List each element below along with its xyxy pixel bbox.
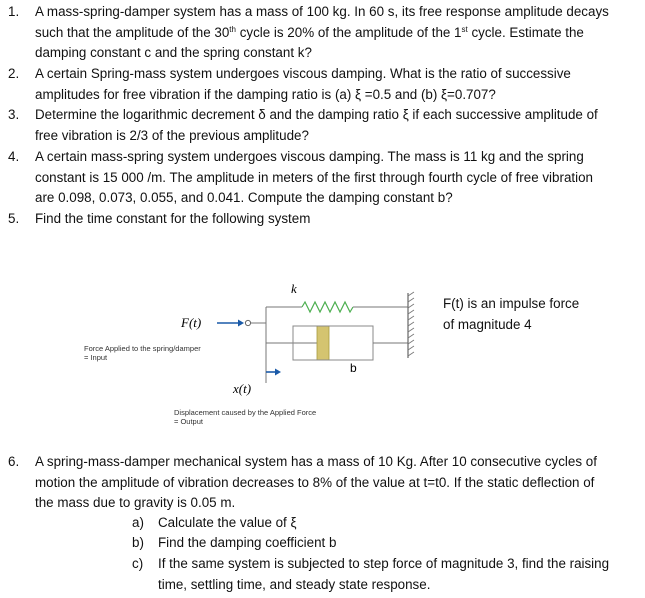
- question-3: [8, 105, 638, 147]
- damper-label: b: [350, 361, 357, 375]
- question-line: Find the time constant for the following system: [35, 211, 311, 226]
- question-number: 2.: [8, 66, 20, 81]
- question-1: [8, 2, 638, 66]
- question-line: amplitudes for free vibration if the damping ratio is (a) ξ =0.5 and (b) ξ=0.707?: [35, 86, 496, 102]
- question-6: [8, 452, 638, 516]
- question-number: 6.: [8, 454, 20, 469]
- question-text: [35, 452, 597, 514]
- question-number: 1.: [8, 4, 20, 19]
- question-number: 4.: [8, 149, 20, 164]
- question-line: constant is 15 000 /m. The amplitude in meters of the first through fourth cycle of free vibration: [35, 169, 593, 185]
- input-caption-line: Force Applied to the spring/damper: [84, 344, 201, 353]
- force-label: F(t): [181, 315, 202, 330]
- superscript: st: [461, 24, 468, 34]
- question-line: the mass due to gravity is 0.05 m.: [35, 495, 236, 511]
- text-run: cycle. Estimate the: [467, 24, 584, 40]
- superscript: th: [229, 24, 236, 34]
- subpart-label: c): [132, 556, 144, 571]
- question-line: free vibration is 2/3 of the previous amplitude?: [35, 127, 309, 143]
- question-line: Determine the logarithmic decrement δ and the damping ratio ξ if each successive amplitude of: [35, 107, 598, 122]
- input-node: [245, 320, 250, 325]
- question-text: [35, 209, 310, 230]
- displacement-arrowhead: [275, 369, 281, 376]
- question-line: A spring-mass-damper mechanical system has a mass of 10 Kg. After 10 consecutive cycles of: [35, 454, 597, 469]
- question-line: A mass-spring-damper system has a mass of 100 kg. In 60 s, its free response amplitude decays: [35, 4, 609, 19]
- impulse-note: [443, 294, 579, 335]
- question-text: [35, 147, 593, 209]
- subpart-label: b): [132, 535, 144, 550]
- subpart-text: [158, 554, 609, 595]
- impulse-note-line: F(t) is an impulse force: [443, 296, 580, 311]
- text-run: such that the amplitude of the 30: [35, 24, 230, 40]
- input-caption-line: = Input: [84, 353, 108, 362]
- spring-label: k: [291, 281, 297, 296]
- subpart-text: Calculate the value of ξ: [158, 515, 297, 530]
- wall-hatch: [408, 292, 414, 356]
- text-run: cycle is 20% of the amplitude of the 1: [235, 24, 462, 40]
- output-caption-line: Displacement caused by the Applied Force: [174, 408, 317, 417]
- output-caption-line: = Output: [174, 417, 203, 426]
- question-line: A certain mass-spring system undergoes viscous damping. The mass is 11 kg and the spring: [35, 149, 584, 164]
- subpart-line: time, settling time, and steady state response.: [158, 576, 431, 592]
- subpart-line: If the same system is subjected to step force of magnitude 3, find the raising: [158, 556, 610, 571]
- question-number: 3.: [8, 107, 20, 122]
- question-number: 5.: [8, 211, 20, 226]
- force-arrowhead: [238, 320, 244, 327]
- spring-mass-damper-figure: [80, 278, 430, 438]
- question-text: [35, 64, 571, 105]
- question-line: damping constant c and the spring constant k?: [35, 45, 312, 61]
- question-text: [35, 2, 609, 64]
- question-5: [8, 209, 638, 231]
- spring: [302, 302, 353, 312]
- damper-piston: [317, 326, 329, 360]
- question-line: are 0.098, 0.073, 0.055, and 0.041. Compute the damping constant b?: [35, 190, 453, 206]
- question-text: [35, 105, 598, 146]
- question-line: [35, 23, 609, 44]
- impulse-note-line: of magnitude 4: [443, 316, 532, 332]
- subpart-label: a): [132, 515, 144, 530]
- question-line: motion the amplitude of vibration decreases to 8% of the value at t=t0. If the static deflection of: [35, 474, 595, 490]
- displacement-label: x(t): [233, 381, 252, 396]
- question-4: [8, 147, 638, 211]
- question-line: A certain Spring-mass system undergoes viscous damping. What is the ratio of successive: [35, 66, 571, 81]
- question-2: [8, 64, 638, 106]
- subpart-text: Find the damping coefficient b: [158, 535, 337, 550]
